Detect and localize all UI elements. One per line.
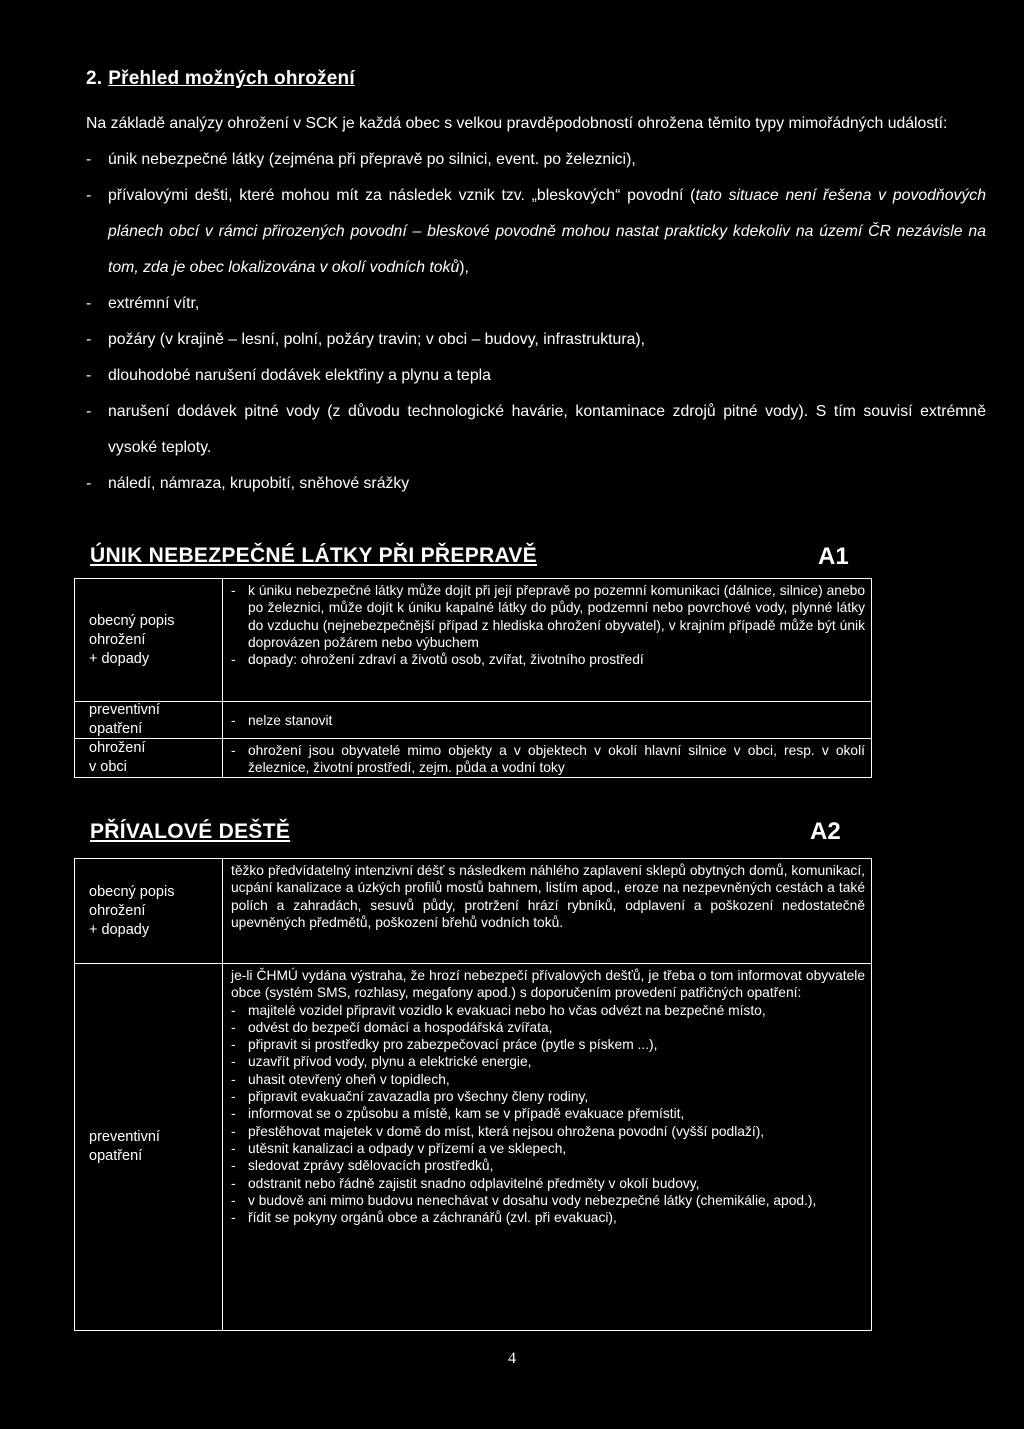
a2-title: PŘÍVALOVÉ DEŠTĚ — [90, 820, 291, 843]
row-label: obecný popis ohrožení + dopady — [75, 859, 223, 963]
page-number: 4 — [508, 1350, 516, 1367]
row-label: obecný popis ohrožení + dopady — [75, 579, 223, 701]
threat-item: - dlouhodobé narušení dodávek elektřiny a plynu a tepla — [86, 358, 986, 394]
row-content: - k úniku nebezpečné látky může dojít při její přepravě po pozemní komunikaci (dálnice, silnice) anebo po železnici, může dojít k úniku kapalné látky do půdy, podzemní nebo povrchové vody, plynné látky do vzduchu (nejnebezpečnější případ z hlediska ohrožení obyvatel), v krajním případě může být únik doprovázen požárem nebo výbuchem - dopady: ohrožení zdraví a životů osob, zvířat, životního prostředí — [223, 579, 871, 701]
a2-code: A2 — [810, 818, 841, 845]
row-content: - nelze stanovit — [223, 702, 871, 738]
row-label: preventivní opatření — [75, 702, 223, 738]
row-label: preventivní opatření — [75, 964, 223, 1330]
threat-item: - narušení dodávek pitné vody (z důvodu technologické havárie, kontaminace zdrojů pitné vody). S tím souvisí extrémně vysoké teploty. — [86, 394, 986, 466]
a1-table — [74, 578, 872, 778]
a2-row-description — [75, 859, 871, 963]
threat-list — [86, 142, 986, 502]
a1-title: ÚNIK NEBEZPEČNÉ LÁTKY PŘI PŘEPRAVĚ — [90, 544, 537, 567]
a1-row-description — [75, 579, 871, 701]
a1-code: A1 — [818, 543, 849, 570]
row-content: - ohrožení jsou obyvatelé mimo objekty a v objektech v okolí hlavní silnice v obci, resp. v okolí železnice, životní prostředí, zejm. půda a vodní toky — [223, 739, 871, 777]
italic-note: tato situace není řešena v povodňových plánech obcí v rámci přirozených povodní – bleskové povodně mohou nastat prakticky kdekoliv na území ČR nezávisle na tom, zda je obec lokalizována v okolí vodních toků — [108, 187, 986, 276]
threat-item: - únik nebezpečné látky (zejména při přepravě po silnici, event. po železnici), — [86, 142, 986, 178]
section-title: Přehled možných ohrožení — [108, 68, 355, 89]
threat-item: - náledí, námraza, krupobití, sněhové srážky — [86, 466, 986, 502]
threat-item: - požáry (v krajině – lesní, polní, požáry travin; v obci – budovy, infrastruktura), — [86, 322, 986, 358]
a2-row-prevention — [75, 963, 871, 1330]
intro-lead: Na základě analýzy ohrožení v SCK je každá obec s velkou pravděpodobností ohrožena těmito typy mimořádných událostí: — [86, 115, 948, 132]
row-content: je-li ČHMÚ vydána výstraha, že hrozí nebezpečí přívalových dešťů, je třeba o tom informovat obyvatele obce (systém SMS, rozhlasy, megafony apod.) s doporučením provedení patřičných opatření: - majitelé vozidel připravit vozidlo k evakuaci nebo ho včas odvézt na bezpečné místo, - odvést do bezpečí domácí a hospodářská zvířata, - připravit si prostředky pro zabezpečovací práce (pytle s pískem ...), - uzavřít přívod vody, plynu a elektrické energie, - uhasit otevřený oheň v topidlech, - připravit evakuační zavazadla pro všechny členy rodiny, - informovat se o způsobu a místě, kam se v případě evakuace přemístit, - přestěhovat majetek v domě do míst, která nejsou ohrožena povodní (vyšší podlaží), - utěsnit kanalizaci a odpady v přízemí a ve sklepech, - sledovat zprávy sdělovacích prostředků, - odstranit nebo řádně zajistit snadno odplavitelné předměty v okolí budovy, - v budově ani mimo budovu nenechávat v dosahu vody nebezpečné látky (chemikálie, apod.), - řídit se pokyny orgánů obce a záchranářů (zvl. při evakuaci), — [223, 964, 871, 1330]
row-content: těžko předvídatelný intenzivní déšť s následkem náhlého zaplavení sklepů obytných domů, komunikací, ucpání kanalizace a úzkých profilů mostů bahnem, listím apod., eroze na nezpevněných cestách a také polích a zahradách, sesuvů půdy, protržení hrází rybníků, odplavení a poškození nedostatečně upevněných předmětů, poškození břehů vodních toků. — [231, 863, 865, 930]
row-label: ohrožení v obci — [75, 739, 223, 777]
a1-row-prevention — [75, 701, 871, 738]
section-heading — [86, 68, 355, 90]
threat-item: - přívalovými dešti, které mohou mít za následek vznik tzv. „bleskových“ povodní (tato situace není řešena v povodňových plánech obcí v rámci přirozených povodní – bleskové povodně mohou nastat prakticky kdekoliv na území ČR nezávisle na tom, zda je obec lokalizována v okolí vodních toků), — [86, 178, 986, 286]
intro-block — [86, 106, 986, 502]
a1-row-threat — [75, 738, 871, 777]
a2-table — [74, 858, 872, 1331]
section-number: 2. — [86, 68, 103, 89]
threat-item: - extrémní vítr, — [86, 286, 986, 322]
